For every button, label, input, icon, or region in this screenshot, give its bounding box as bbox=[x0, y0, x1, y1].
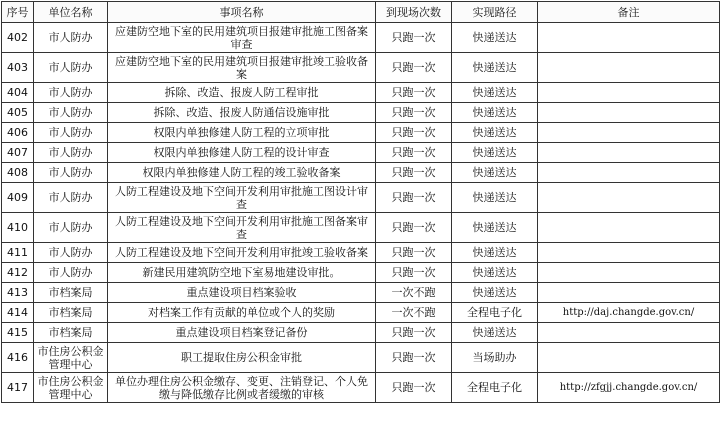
row-number: 411 bbox=[2, 243, 34, 263]
delivery-path: 快递送达 bbox=[452, 163, 538, 183]
unit-name: 市人防办 bbox=[34, 103, 108, 123]
table-row bbox=[2, 163, 720, 183]
visit-count: 只跑一次 bbox=[376, 373, 452, 403]
visit-count: 只跑一次 bbox=[376, 103, 452, 123]
visit-count: 一次不跑 bbox=[376, 303, 452, 323]
unit-name: 市人防办 bbox=[34, 123, 108, 143]
delivery-path: 全程电子化 bbox=[452, 373, 538, 403]
visit-count: 只跑一次 bbox=[376, 243, 452, 263]
row-number: 409 bbox=[2, 183, 34, 213]
delivery-path: 全程电子化 bbox=[452, 303, 538, 323]
unit-name: 市档案局 bbox=[34, 303, 108, 323]
delivery-path: 快递送达 bbox=[452, 243, 538, 263]
item-name: 权限内单独修建人防工程的竣工验收备案 bbox=[108, 163, 376, 183]
delivery-path: 快递送达 bbox=[452, 123, 538, 143]
unit-name: 市人防办 bbox=[34, 143, 108, 163]
delivery-path: 当场助办 bbox=[452, 343, 538, 373]
row-number: 406 bbox=[2, 123, 34, 143]
table-row bbox=[2, 283, 720, 303]
delivery-path: 快递送达 bbox=[452, 143, 538, 163]
unit-name: 市人防办 bbox=[34, 23, 108, 53]
unit-name: 市人防办 bbox=[34, 183, 108, 213]
header-no: 序号 bbox=[2, 2, 34, 23]
unit-name: 市人防办 bbox=[34, 53, 108, 83]
remark: http://daj.changde.gov.cn/ bbox=[538, 303, 720, 323]
delivery-path: 快递送达 bbox=[452, 103, 538, 123]
item-name: 权限内单独修建人防工程的立项审批 bbox=[108, 123, 376, 143]
delivery-path: 快递送达 bbox=[452, 263, 538, 283]
row-number: 403 bbox=[2, 53, 34, 83]
item-name: 职工提取住房公积金审批 bbox=[108, 343, 376, 373]
visit-count: 只跑一次 bbox=[376, 23, 452, 53]
table-body bbox=[2, 23, 720, 403]
unit-name: 市档案局 bbox=[34, 323, 108, 343]
remark bbox=[538, 163, 720, 183]
visit-count: 只跑一次 bbox=[376, 143, 452, 163]
visit-count: 只跑一次 bbox=[376, 263, 452, 283]
table-row bbox=[2, 343, 720, 373]
unit-name: 市人防办 bbox=[34, 213, 108, 243]
row-number: 405 bbox=[2, 103, 34, 123]
item-name: 应建防空地下室的民用建筑项目报建审批竣工验收备案 bbox=[108, 53, 376, 83]
item-name: 新建民用建筑防空地下室易地建设审批。 bbox=[108, 263, 376, 283]
remark bbox=[538, 23, 720, 53]
row-number: 404 bbox=[2, 83, 34, 103]
row-number: 415 bbox=[2, 323, 34, 343]
item-name: 拆除、改造、报废人防工程审批 bbox=[108, 83, 376, 103]
item-name: 应建防空地下室的民用建筑项目报建审批施工图备案审查 bbox=[108, 23, 376, 53]
matters-table bbox=[1, 1, 720, 403]
table-row bbox=[2, 103, 720, 123]
remark bbox=[538, 103, 720, 123]
delivery-path: 快递送达 bbox=[452, 283, 538, 303]
unit-name: 市住房公积金管理中心 bbox=[34, 373, 108, 403]
table-row bbox=[2, 303, 720, 323]
remark bbox=[538, 213, 720, 243]
visit-count: 一次不跑 bbox=[376, 283, 452, 303]
header-unit: 单位名称 bbox=[34, 2, 108, 23]
header-note: 备注 bbox=[538, 2, 720, 23]
row-number: 402 bbox=[2, 23, 34, 53]
unit-name: 市档案局 bbox=[34, 283, 108, 303]
item-name: 权限内单独修建人防工程的设计审查 bbox=[108, 143, 376, 163]
item-name: 拆除、改造、报废人防通信设施审批 bbox=[108, 103, 376, 123]
delivery-path: 快递送达 bbox=[452, 213, 538, 243]
delivery-path: 快递送达 bbox=[452, 23, 538, 53]
table-row bbox=[2, 323, 720, 343]
visit-count: 只跑一次 bbox=[376, 53, 452, 83]
visit-count: 只跑一次 bbox=[376, 83, 452, 103]
remark bbox=[538, 53, 720, 83]
table-row bbox=[2, 53, 720, 83]
item-name: 人防工程建设及地下空间开发利用审批竣工验收备案 bbox=[108, 243, 376, 263]
table-header-row bbox=[2, 2, 720, 23]
remark bbox=[538, 123, 720, 143]
remark bbox=[538, 143, 720, 163]
remark: http://zfgjj.changde.gov.cn/ bbox=[538, 373, 720, 403]
table-row bbox=[2, 213, 720, 243]
delivery-path: 快递送达 bbox=[452, 83, 538, 103]
table-row bbox=[2, 23, 720, 53]
row-number: 410 bbox=[2, 213, 34, 243]
item-name: 重点建设项目档案验收 bbox=[108, 283, 376, 303]
delivery-path: 快递送达 bbox=[452, 53, 538, 83]
row-number: 413 bbox=[2, 283, 34, 303]
visit-count: 只跑一次 bbox=[376, 183, 452, 213]
unit-name: 市人防办 bbox=[34, 83, 108, 103]
table-row bbox=[2, 373, 720, 403]
item-name: 人防工程建设及地下空间开发利用审批施工图备案审查 bbox=[108, 213, 376, 243]
table-row bbox=[2, 183, 720, 213]
visit-count: 只跑一次 bbox=[376, 323, 452, 343]
unit-name: 市住房公积金管理中心 bbox=[34, 343, 108, 373]
row-number: 407 bbox=[2, 143, 34, 163]
remark bbox=[538, 83, 720, 103]
header-visits: 到现场次数 bbox=[376, 2, 452, 23]
row-number: 416 bbox=[2, 343, 34, 373]
table-row bbox=[2, 243, 720, 263]
visit-count: 只跑一次 bbox=[376, 163, 452, 183]
remark bbox=[538, 263, 720, 283]
table-row bbox=[2, 143, 720, 163]
item-name: 人防工程建设及地下空间开发利用审批施工图设计审查 bbox=[108, 183, 376, 213]
item-name: 单位办理住房公积金缴存、变更、注销登记、个人免缴与降低缴存比例或者缓缴的审核 bbox=[108, 373, 376, 403]
remark bbox=[538, 243, 720, 263]
remark bbox=[538, 343, 720, 373]
item-name: 重点建设项目档案登记备份 bbox=[108, 323, 376, 343]
remark bbox=[538, 323, 720, 343]
row-number: 417 bbox=[2, 373, 34, 403]
visit-count: 只跑一次 bbox=[376, 213, 452, 243]
delivery-path: 快递送达 bbox=[452, 323, 538, 343]
header-item: 事项名称 bbox=[108, 2, 376, 23]
row-number: 412 bbox=[2, 263, 34, 283]
item-name: 对档案工作有贡献的单位或个人的奖励 bbox=[108, 303, 376, 323]
row-number: 414 bbox=[2, 303, 34, 323]
visit-count: 只跑一次 bbox=[376, 343, 452, 373]
unit-name: 市人防办 bbox=[34, 263, 108, 283]
row-number: 408 bbox=[2, 163, 34, 183]
visit-count: 只跑一次 bbox=[376, 123, 452, 143]
unit-name: 市人防办 bbox=[34, 163, 108, 183]
delivery-path: 快递送达 bbox=[452, 183, 538, 213]
header-path: 实现路径 bbox=[452, 2, 538, 23]
remark bbox=[538, 283, 720, 303]
unit-name: 市人防办 bbox=[34, 243, 108, 263]
table-row bbox=[2, 83, 720, 103]
table-row bbox=[2, 123, 720, 143]
remark bbox=[538, 183, 720, 213]
table-row bbox=[2, 263, 720, 283]
